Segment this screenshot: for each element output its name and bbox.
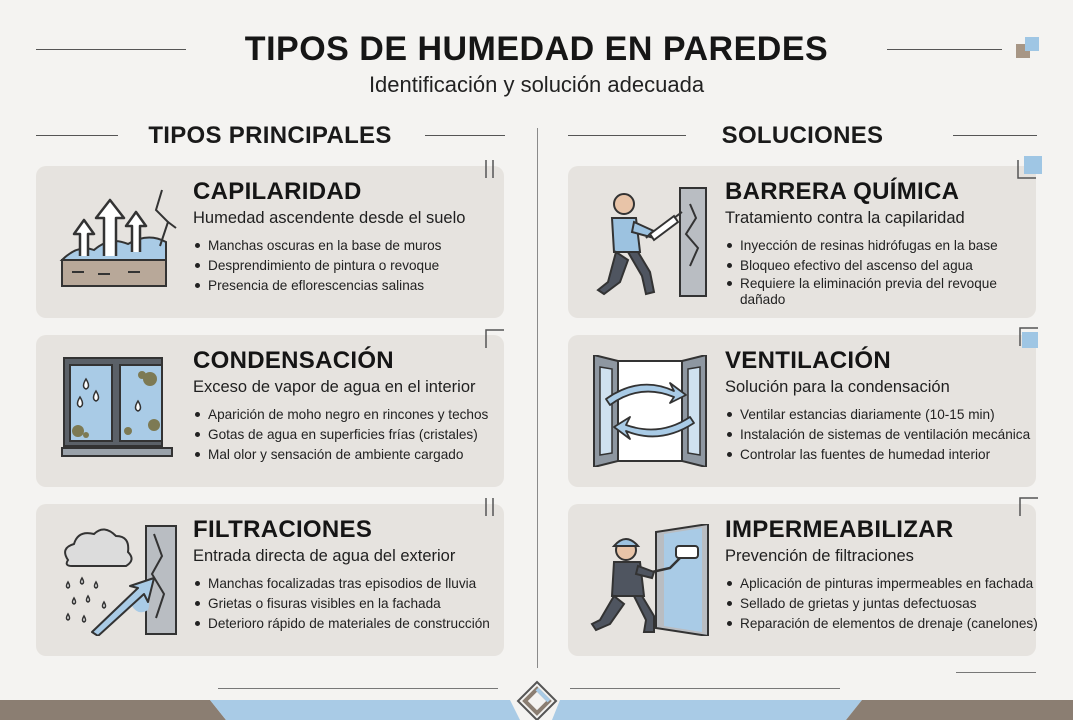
left-section-title: TIPOS PRINCIPALES	[148, 122, 392, 149]
card-title: CONDENSACIÓN	[193, 347, 394, 374]
footer-rule-right-lower	[570, 688, 840, 689]
right-section-rule-right	[953, 135, 1037, 136]
card-condensacion	[36, 335, 504, 487]
card-title: FILTRACIONES	[193, 516, 373, 543]
right-section-rule-left	[568, 135, 686, 136]
bullet-item: Ventilar estancias diariamente (10-15 min)	[725, 405, 1030, 425]
card-subtitle: Solución para la condensación	[725, 378, 950, 396]
card-bullets	[725, 574, 1038, 634]
card-decor-square-blue	[1024, 156, 1042, 174]
card-capilaridad	[36, 166, 504, 318]
header-decor-square-blue	[1025, 37, 1039, 51]
bullet-item: Manchas focalizadas tras episodios de lluvia	[193, 574, 498, 594]
bullet-item: Gotas de agua en superficies frías (cristales)	[193, 425, 498, 445]
bullet-item: Aparición de moho negro en rincones y techos	[193, 405, 498, 425]
card-title: CAPILARIDAD	[193, 178, 362, 205]
footer-diamond-logo	[516, 680, 558, 720]
painter-roller-icon	[590, 524, 710, 636]
card-subtitle: Exceso de vapor de agua en el interior	[193, 378, 476, 396]
corner-decor	[482, 496, 504, 518]
card-bullets	[193, 405, 498, 465]
bullet-item: Aplicación de pinturas impermeables en fachada	[725, 574, 1030, 594]
bullet-item: Grietas o fisuras visibles en la fachada	[193, 594, 498, 614]
condensation-window-icon	[58, 355, 178, 467]
bullet-item: Presencia de eflorescencias salinas	[193, 276, 498, 296]
card-bullets	[193, 574, 498, 634]
corner-decor	[1018, 496, 1040, 518]
card-subtitle: Humedad ascendente desde el suelo	[193, 209, 466, 227]
bullet-item: Mal olor y sensación de ambiente cargado	[193, 445, 498, 465]
card-impermeabilizar	[568, 504, 1036, 656]
bullet-item: Inyección de resinas hidrófugas en la base	[725, 236, 1030, 256]
rain-leak-icon	[58, 524, 178, 636]
bullet-item: Reparación de elementos de drenaje (canelones)	[725, 614, 1030, 634]
left-section-rule-left	[36, 135, 118, 136]
column-divider	[537, 128, 538, 668]
card-bullets	[193, 236, 498, 296]
card-subtitle: Prevención de filtraciones	[725, 547, 914, 565]
bullet-item: Controlar las fuentes de humedad interior	[725, 445, 1030, 465]
open-window-airflow-icon	[590, 355, 710, 467]
card-title: BARRERA QUÍMICA	[725, 178, 960, 205]
card-title: VENTILACIÓN	[725, 347, 891, 374]
card-title: IMPERMEABILIZAR	[725, 516, 954, 543]
card-decor-square-blue	[1022, 332, 1038, 348]
bullet-item: Deterioro rápido de materiales de construcción	[193, 614, 498, 634]
bullet-item: Manchas oscuras en la base de muros	[193, 236, 498, 256]
card-ventilacion	[568, 335, 1036, 487]
card-subtitle: Tratamiento contra la capilaridad	[725, 209, 965, 227]
card-barrera-quimica	[568, 166, 1036, 318]
footer-rule-left	[218, 688, 498, 689]
card-filtraciones	[36, 504, 504, 656]
bullet-item: Requiere la eliminación previa del revoque dañado	[725, 276, 1030, 308]
bullet-item: Desprendimiento de pintura o revoque	[193, 256, 498, 276]
card-bullets	[725, 405, 1030, 465]
bullet-item: Instalación de sistemas de ventilación mecánica	[725, 425, 1030, 445]
footer-rule-right	[956, 672, 1036, 673]
bullet-item: Bloqueo efectivo del ascenso del agua	[725, 256, 1030, 276]
corner-decor	[482, 158, 504, 180]
corner-decor	[484, 328, 506, 350]
injection-worker-icon	[590, 186, 710, 298]
page-subtitle: Identificación y solución adecuada	[368, 72, 705, 97]
left-section-rule-right	[425, 135, 505, 136]
card-bullets	[725, 236, 1030, 308]
rising-damp-icon	[58, 186, 178, 298]
bullet-item: Sellado de grietas y juntas defectuosas	[725, 594, 1030, 614]
card-subtitle: Entrada directa de agua del exterior	[193, 547, 456, 565]
right-section-title: SOLUCIONES	[721, 122, 884, 149]
page-title: TIPOS DE HUMEDAD EN PAREDES	[244, 30, 829, 68]
